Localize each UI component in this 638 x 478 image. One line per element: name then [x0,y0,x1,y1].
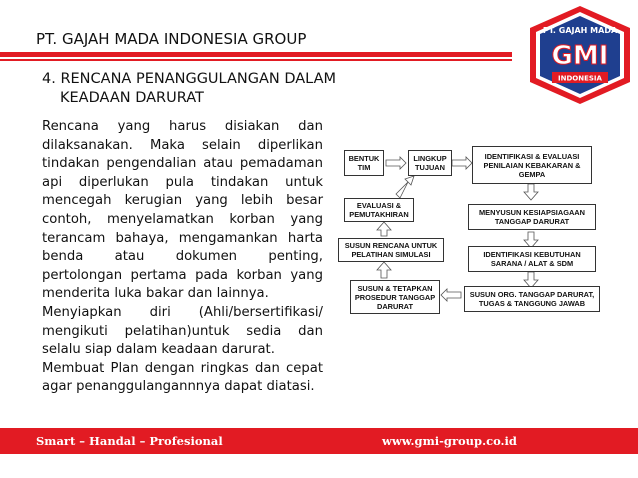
logo-bottom-text: INDONESIA [558,74,602,83]
section-title [42,70,336,108]
footer-website-link[interactable]: www.gmi-group.co.id [382,434,517,448]
arrow-org-to-susun [441,289,461,301]
header-divider-thin [0,59,512,61]
box-identifikasi-evaluasi: IDENTIFIKASI & EVALUASI PENILAIAN KEBAKARAN & GEMPA [472,146,592,184]
footer-tagline: Smart – Handal – Profesional [36,434,223,448]
body-text [42,118,323,397]
logo-top-text: PT. GAJAH MADA [542,26,618,35]
box-lingkup-tujuan: LINGKUP TUJUAN [408,150,452,176]
box-susun-tetapkan: SUSUN & TETAPKAN PROSEDUR TANGGAP DARURAT [350,280,440,314]
flow-diagram [334,140,612,330]
box-bentuk-tim: BENTUK TIM [344,150,384,176]
body-paragraph-3: Membuat Plan dengan ringkas dan cepat agar penanggulangannnya dapat diatasi. [42,360,323,395]
arrow-evaluasi-to-bentuk [396,176,414,198]
box-susun-org: SUSUN ORG. TANGGAP DARURAT, TUGAS & TANGGUNG JAWAB [464,286,600,312]
section-title-line2: KEADAAN DARURAT [60,90,204,106]
arrow-susun-up [377,262,391,278]
arrow-identifikasi-down [524,184,538,200]
header-divider [0,52,512,57]
arrow-simulasi-up [377,222,391,236]
box-evaluasi-pemutakhiran: EVALUASI & PEMUTAKHIRAN [344,198,414,222]
page-header-title: PT. GAJAH MADA INDONESIA GROUP [36,30,307,48]
box-menyusun-kesiapsiagaan: MENYUSUN KESIAPSIAGAAN TANGGAP DARURAT [468,204,596,230]
arrow-bentuk-to-lingkup [386,157,406,169]
body-paragraph-2: Menyiapkan diri (Ahli/bersertifikasi/ mengikuti pelatihan)untuk sedia dan selalu siap dalam keadaan darurat. [42,304,323,358]
box-identifikasi-kebutuhan: IDENTIFIKASI KEBUTUHAN SARANA / ALAT & SDM [468,246,596,272]
arrow-lingkup-to-identifikasi [452,157,472,169]
box-susun-rencana: SUSUN RENCANA UNTUK PELATIHAN SIMULASI [338,238,444,262]
gmi-logo [526,4,634,106]
section-title-line1: 4. RENCANA PENANGGULANGAN DALAM [42,71,337,87]
body-paragraph-1: Rencana yang harus disiakan dan dilaksanakan. Maka selain diperlikan tindakan pengendalian atau pemadaman api diperlukan pula tindakan untuk mencegah kerugian yang lebih besar contoh, menyelamatkan korban yang terancam bahaya, mengamankan harta benda atau dokumen penting, pertolongan pertama pada korban yang menderita luka bakar dan lainnya. [42,119,323,302]
logo-main-text: GMI [551,41,609,71]
